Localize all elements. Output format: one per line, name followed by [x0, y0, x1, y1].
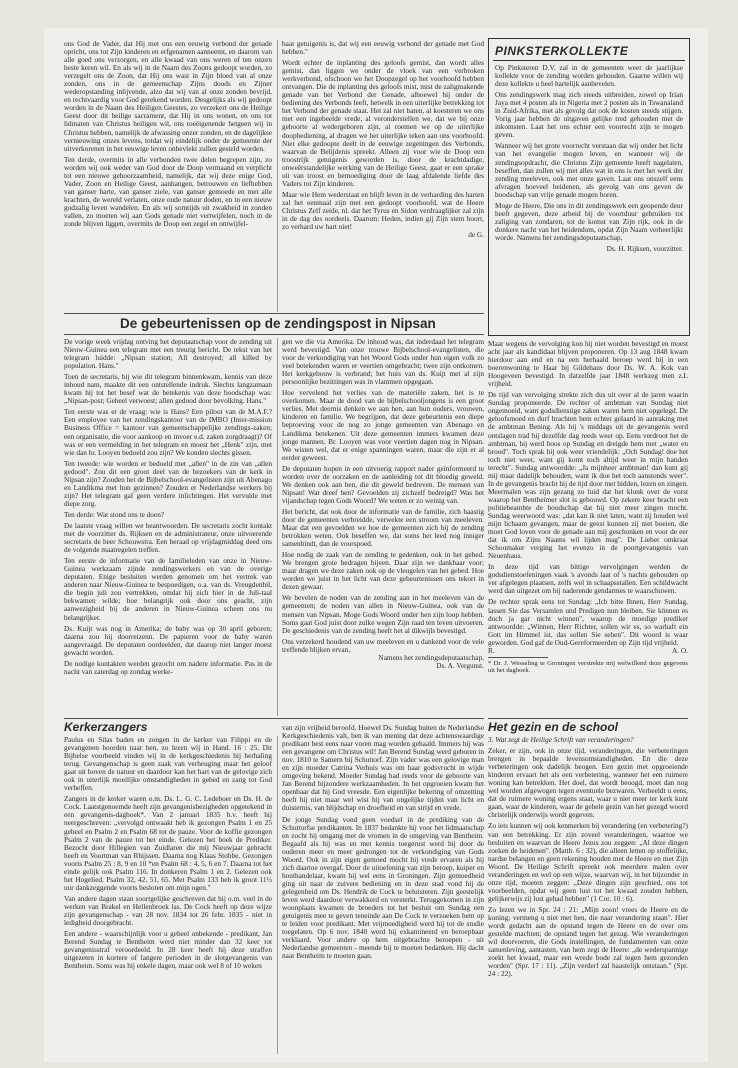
paragraph: Zangers in de kerker waren o.m. Ds. L. G. C. Ledeboer en Ds. H. de Cock. Laatstgenoemde heeft zijn gevangenisbezigheden opgetekend in een gevangenis-dagboek*. Van 2 januari 1835 b.v. heeft hij neergeschreven: „vervolgd ontwaakt heb ik gezongen Psalm 1 en 25 geheel en Psalm 2 en Psalm 68 tot de pauze. Voor de koffie gezongen Psalm 2 van de pauze tot het einde. Gelezen het boek de Prediker. Bezocht door Hillegien van Zuidlaren die mij Nieuwjaar gebracht heeft en Voortman van Rhijssen. Daarna nog Klaas Stobbe. Gezongen voorts Psalm 25 : 8, 9 en 10 *en Psalm 68 : 4, 5, 6 en 7. Daarna tot het einde gelijk ook Psalm 116. In donkeren Psalm 1 en 2. Gelezen ook het Hogelied. Psalm 32, 42, 51, 65. Met Psalm 133 heb ik groot 11½ uur dankzeggende voorts besloten om mijn ogen."	[64, 794, 272, 892]
paragraph: Van andere dagen staan soortgelijke geschreven dat hij o.m. veel in de werken van Brakel en Hellenbroek las. De Cock heeft op deze wijze zijn gevangenschap - van 28 nov. 1834 tot 26 febr. 1835 - niet in ledigheid doorgebracht.	[64, 893, 272, 928]
sundag-article-continued	[488, 340, 688, 678]
kerkerzangers-headline: Kerkerzangers	[64, 720, 148, 734]
gezin-headline: Het gezin en de school	[488, 720, 619, 734]
signature: Ds. A. Vergunst.	[436, 660, 484, 670]
doop-article-end	[282, 40, 484, 239]
paragraph: Ten eerste was er de vraag: wie is Hans? Een piloot van de M.A.F.? Een employee van het zendingskantoor van de IMBO (Inter-mission Business Office = kantoor van gemeenschappelijke zendings-zaken; een organisatie, die voor aankoop en invoer e.d. zaken zorgdraagt)? Of was er een vermelding in het telegram en moest het „Henk" zijn, met wie dan br. Looyen bedoeld zou zijn? We konden slechts gissen.	[64, 407, 272, 457]
doop-article-continued	[64, 40, 272, 231]
pinksterkollekte-box	[488, 38, 690, 336]
paragraph: Op Pinksteren D.V. zal in de gemeenten weer de jaarlijkse kollekte voor de zending worden gehouden. Gaarne willen wij deze kollekte u heel hartelijk aanbevelen.	[495, 63, 683, 89]
divider	[64, 718, 484, 719]
paragraph: De rechter sprak eens tot Sundag: „Ich bitte Ihnen, Herr Sundag, lassen Sie das Versamlen und Predigen nun bleiben, Sie können es doch ja gar nicht winnen", waarop de moedige prediker antwoordde: „Winnen, Herr Richter, sollen wir es, so warhaft ein Gott im Himmel ist, das sollen Sie sehen". Dit woord is waar geworden. God gaf de Oud-Gereformeerden op Zijn tijd vrijheid.	[488, 597, 688, 647]
footnote: * Dr. J. Wesseling te Groningen verstrekte mij welwillend deze gegevens uit het dagboek.	[488, 659, 688, 675]
paragraph: Hoe vervelend het verlies van de materiële zaken, het is te overkomen. Maar de dood van de bijbelschooljongens is een groot verlies. Met deernis denken we aan hen, aan hun ouders, vrouwen, kinderen en familie. We begrijpen, dat deze gebeurtenis een diepe beproeving voor de nog zo jonge gemeenten van Abenago en Landikma betekenen. Uit deze gemeenten immers kwamen deze jonge mannen. Br. Looyen was voor veertien dagen nog in Nipsan. We wisten wel, dat er enige spanningen waren, maar die zijn er al eerder geweest.	[282, 388, 484, 462]
box-title: PINKSTERKOLLEKTE	[495, 44, 629, 58]
column-divider	[277, 40, 278, 312]
paragraph: Moge de Heere, Die ons in dit zendingswerk een geopende deur heeft gegeven, deze arbeid bij de voortduur gebruiken tot zaliging van zondaren, tot de komst van Zijn rijk, ook in de donkere nacht van het heidendom, opdat Zijn Naam verheerlijkt worde. Namens het zendingsdeputaatschap,	[495, 200, 683, 242]
paragraph: Maar wegens de vervolging kon hij niet worden bevestigd en moest acht jaar als kandidaat blijven proponeren. Op 13 aug 1848 kwam hierdoor aan end en na een herhaald beroep werd hij in een boerenwoning te Haar bij Gildehaus door Ds. W. A. Kok van Hoogeveen bevestigd. In datzelfde jaar 1848 werkzeg men z.L vrijheid.	[488, 339, 688, 389]
divider	[64, 334, 484, 335]
paragraph: Wanneer wij het grote voorrecht verstaan dat wij onder het licht van het evangelie mogen leven, en wanneer wij de zendingsopdracht, die Christus Zijn gemeente heeft nagelaten, beseffen, dan zullen wij met alles wat in ons is met het werk der zending meeleven, ook met onze gaven. Laat ons onszelf eens afvragen hoeveel heidenen, als gevolg van ons geven de boodschap van vrije genade mogen horen.	[495, 141, 683, 199]
paragraph: De laatste vraag willen we beantwoorden. De secretaris zocht kontakt met de voorzitter ds. Rijksen en de administrateur, onze uitvoerende secretaris de heer Schouwstra. Een beraad op vrijdagmiddag deed ons de volgende maatregelen treffen.	[64, 520, 272, 555]
signature: Ds. H. Rijksen, voorzitter.	[606, 243, 683, 253]
paragraph: Toen de secretaris, bij wie dit telegram binnenkwam, kennis van deze inhoud nam, maakte dit een ontstellende indruk. Slechts langzamaan kwam hij tot het besef wat de betekenis van deze boodschap was: „Nipsan-post; Geheel verwoest; allen gedood door bevolking. Hans."	[64, 372, 272, 406]
paragraph: Ons zendingswerk mag zich steeds uitbreiden, zowel op Irian Jaya met 4 posten als in Nigeria met 2 posten als in Tswanaland in Zuid-Afrika, met als gevolg dat ook de kosten steeds stijgen. Vorig jaar hebben de uitgaven gelijke tred gehouden met de inkomsten. Laat het ons echter een voorrecht zijn te mogen geven.	[495, 90, 683, 140]
paragraph: Paulus en Silas baden en zongen in de kerker van Filippi en de gevangenen hoorden naar hen, zo lezen wij in Hand. 16 : 25. Dit Bijbelse voorbeeld vinden wij in de kerkgeschiedenis bij herhaling terug. Gevangenschap is geen zaak van verheuging maar het geloof gaat uit boven de natuur en daardoor kan het hart van de gelovige zich ook in uiterlijk moeilijke omstandigheden in gebed en zang tot God verheffen.	[64, 735, 272, 793]
divider	[488, 718, 688, 719]
nipsan-article-col2	[282, 338, 484, 670]
signature: Namens het zendingsdeputaatschap,	[378, 652, 484, 662]
paragraph: Het bericht, dat ook door de informatie van de familie, zich haastig door de gemeenten verbreidde, verwekte een stroom van meeleven. Maar dat een gevoelden we hoe de gemeenten zich bij de zending betrokken weten. Ook beseffen we, dat soms het leed nog inniger samenbindt, dan de voorspoed.	[282, 506, 484, 549]
signature: de G.	[468, 230, 484, 240]
paragraph: gen we die via Amerika. De inhoud was, dat inderdaad het telegram werd bevestigd. Van onze trouwe Bijbelschool-evangelisten, die voor de verkondiging van het Woord Gods onder hun eigen volk zo veel betekenden waren er veertien omgebracht; twee zijn ontkomen. Het kerkgebouw is verbrand; het huis van ds. Kuijt met al zijn persoonlijke bezittingen was in vlammen opgegaan.	[282, 337, 484, 387]
paragraph: Ten tweede: wie worden er bedoeld met „allen" in de zin van „allen gedood". Zou dit een groot deel van de bezoekers van de kerk in Nipsan zijn? Zouden het de Bijbelschool-evangelisten zijn uit Abenago en Landikma met hun gezinnen? Zouden er Nederlandse werkers bij zijn? Het telegram gaf geen verdere inlichtingen. Het vervulde met diepe zorg.	[64, 458, 272, 508]
paragraph: Zeker, er zijn, ook in onze tijd, veranderingen, die verbeteringen brengen in bepaalde levensomstandigheden. En die deze verbeteringen ook dadelijk beogen. Een gezin met opgroeiende kinderen ervaart het als een verbetering, wanneer het een ruimere woning kan betrekken. Het doel, dat wordt beoogd, moet dan nog wel worden afgewogen tegen eventuele bezwaren. Verbeeldt u eens, dat de ruimere woning ergens staat, waar u niet meer ter kerk kunt gaan, waar de kinderen, waar de gehele gezin van het gezegd woord christelijk onderwijs wordt gegeven.	[488, 746, 688, 820]
nipsan-article-col1	[64, 338, 272, 679]
paragraph: De nodige kontakten werden gezocht om nadere informatie. Pas in de nacht van zaterdag op zondag werke-	[64, 658, 272, 676]
paragraph: baar getuigenis is, dat wij een eeuwig verbond der genade met God hebben."	[282, 39, 484, 57]
paragraph: In deze tijd van bittige vervolgingen werden de godsdienstoefeningen vaak 's avonds laat of 's nachts gehouden op ver afgelegen plaatsen, zelfs wel in schaapsstallen. Een schildwacht werd dan uitgezet om bij naderende gendarmes te waarschuwen.	[488, 562, 688, 596]
divider	[64, 313, 484, 314]
paragraph: Hoe nodig de zaak van de zending te gedenken, ook in het gebed. We brengen grote bedragen bijeen. Daar zijn we dankbaar voor; maar dragen we deze zaken ook op de vleugelen van het gebed. Hoe worden we juist in het licht van deze gebeurtenissen ons tekort in dezen gewaar.	[282, 550, 484, 592]
column-divider	[277, 338, 278, 716]
nipsan-headline: De gebeurtenissen op de zendingspost in Nipsan	[120, 316, 436, 331]
signature: A. O.	[671, 645, 688, 655]
paragraph: We bevelen de noden van de zending aan in het meeleven van de gemeenten; de noden van allen in Nieuw-Guinea, ook van de mensen van Nipsan. Moge Gods Woord onder hen zijn loop hebben. Soms gaat God juist door zulke wegen Zijn raad ten leven uitvoeren. De geschiedenis van de zending heeft het al dikwijls bevestigd.	[282, 593, 484, 635]
subheading: 3. Wat zegt de Heilige Schrift van veranderingen?	[488, 735, 634, 744]
paragraph: Een andere - waarschijnlijk voor u geheel onbekende - predikant, Jan Berend Sundag te Bentheim werd niet minder dan 32 keer tot gevangenisstraf veroordeeld. In 28 keer heeft hij deze straffen uitgezeten in kortere of langere perioden in de slotgevangenis van Bentheim. Soms was hij enkele dagen, maar ook wel 8 of 10 weken	[64, 929, 272, 971]
paragraph: De deputaten hopen in een uitvoerig rapport nader geïnformeerd te worden over de oorzaken en de aanleiding tot dit bloedig geweld. We denken ook aan hen, die dit geweld bedreven. De mensen van Nipsan! Wat dreef hen? Gevoelden zij zichzelf bedreigd? Was het vijandschap tegen Gods Woord? We weten er zo weinig van.	[282, 463, 484, 505]
paragraph: Zo iets kunnen wij ook kenmerken bij verandering (en verbetering?) van een betrekking. Er zijn zoveel veranderingen, waartoe we besluiten en waarvan de Heere Jezus zou zeggen: „Al deze dingen zoeken de heidenen". (Matth. 6 : 32), die alleen letten op stoffelijke, nardse belangen en geen rekening houden met de Heere en met Zijn Woord. De Heilige Schrift spreekt ook meerdere malen over veranderingen en wel op een wijze, waarvan wij, in het bijzonder in onze tijd, moeten zeggen: „Deze dingen zijn geschied, ons tot voorbeelden, opdat wij geen lust tot het kwaad zouden hebben, gelijkerwijs zij lust gehad hebben" (1 Cor. 10 : 6).	[488, 821, 688, 903]
paragraph: Ten derde: Wat stond ons te doen?	[64, 509, 165, 519]
paragraph: Ten derde, overmits in alle verbonden twee delen begrepen zijn, zo worden wij ook weder van God door de Doop vermaand en verplicht tot een nieuwe gehoorzaamheid, namelijk, dat wij deze enige God, Vader, Zoon en Heilige Geest, aanhangen, betrouwen en liefhebben van ganser harte, van ganser ziele, van ganser gemoede en met alle krachten, de wereld verlaten, onze oude natuur doden, en in een nieuw godzalig leven wandelen. En als wij somtijds uit zwakheid in zonden vallen, zo moeten wij aan Gods genade niet vertwijfelen, noch in de zonde blijven liggen, overmits de Doop een zegel en ontwijfel-	[64, 154, 272, 229]
paragraph: Ons verzekerd houdend van uw meeleven en u dankend voor de vele treffende blijken ervan,	[282, 636, 484, 654]
gezin-article	[488, 736, 688, 981]
paragraph: De jonge Sundag vond geen voedsel in de prediking van de Schuttorfse predikanten. In 1837 bedankte hij voor het lidmaatschap en zocht hij omgang met de vromen in de omgeving van Bentheim. Begaafd als hij was en met kennis toegerust werd hij door de ouderen meer en meer gedrongen tot de verkondiging van Gods Woord. Ook in zijn eigen gemoed mocht hij vrede ervaren als hij zich daartoe overgaf. Door de uitoefening van zijn beroep, kuiper en houthandelaar, kwam hij wel eens in Groningen. Zijn gemoedheid ging uit naar de zuivere bediening en in deze stad vond hij de gelegenheid om Ds. Hendrik de Cock te beluisteren. Zijn geestelijk leven werd daardoor verwakkerd en versterkt. Teruggekomen in zijn woonplaats kwamen de broeders tot het besluit om Sundag een getuigenis mee te geven teneinde aan De Cock te verzoeken hem op te leiden voor predikant. Met vrijmoedigheid werd hij tot de studie toegelaten. Op 6 nov. 1840 werd hij exkamineerd en beroepbaar verklaard. Voor andere op hem uitgebrachte beroepen - uit Nederlandse gemeenten - meende hij te moeten bedanken. Hij dacht naar Bentheim te moeten gaan.	[282, 814, 484, 961]
newspaper-page	[44, 28, 708, 1062]
kerkerzangers-col2	[282, 724, 484, 963]
kerkerzangers-col1	[64, 736, 272, 973]
signature: R.	[488, 645, 495, 655]
paragraph: ons God de Vader, dat Hij met ons een eeuwig verbond der genade opricht, ons tot Zijn kinderen en erfgenamen aanneemt, en daarom van alle goed ons verzorgen, en alle kwaad van ons weren of ten onzen beste keren wil. En als wij in de Naam des Zoons gedoopt worden, zo verzegelt ons de Zoon, dat Hij ons wast in Zijn bloed van al onze zonden, ons in de gemeenschap Zijns doods en Zijner wederopstanding inlijvende, alzo dat wij van al onze zonden bevrijd, en rechtvaardig voor God gerekend worden. Desgelijks als wij gedoopt worden in de Naam des Heiligen Geestes, zo verzekert ons de Heilige Geest door dit heilige sacrament, dat Hij in ons wonen, en ons tot lidmaten van Christus heiligen wil, ons toeëigenende hetgeen wij in Christus hebben, namelijk de afwassing onzer zonden, en de dagelijkse vernieuwing onzes levens, totdat wij eindelijk onder de gemeente der uitverkorenen in het eeuwige leven onbevlekt zullen gesteld worden.	[64, 39, 272, 153]
paragraph: Ten eerste de informatie van de familieleden van onze in Nieuw-Guinea werkzaam zijnde zendingswerkers en van de overige deputaten. Enige besluiten werden genomen om het vertrek van anderen naar Nieuw-Guinea te bespoedigen, o.a. van ds. Vreugdenhil, die begin juli zou vertrekken, omdat hij zich hier in de Juli-taal bekwamen wilde; hoe belangrijk ook door ons geacht, zijn aanwezigheid bij de anderen in Nieuw-Guinea scheen ons nu belangrijker.	[64, 556, 272, 622]
paragraph: De vorige week vrijdag ontving het deputaatschap voor de zending uit Nieuw-Guinea een telegram met een treurig bericht. De tekst van het telegram luidde: „Nipsan station; All destroyed; all killed by population. Hans."	[64, 337, 272, 371]
paragraph: Maar wie Hem wederstaat en blijft leven in de verharding des harten zal het eenmaal zijn met een gedoopt voorhoofd, wat de Heere Christus Zelf zeide, nl. dat het Tyrus en Sidon verdraaglijker zal zijn in de dag des oordeels. Daarom: Heden, indien gij Zijn stem hoort, zo verhard uw hart niet!	[282, 189, 484, 232]
paragraph: Zo lezen we in Spr. 24 : 21: „Mijn zoon! vrees de Heere en de koning; vermeng u niet met hen, die naar verandering staan". Hier wordt gedacht aan de opstand tegen de Heere en de over ons gestelde machten; de opstand tegen het gezag. Wie veranderingen wil doorvoeren, die Gods instellingen, de fundamenten van onze samenleving, aantasten, van hem zegt de Heere: „de wederspannige zoekt het kwaad, maar een wrede bode zal tegen hem gezonden worden" (Spr. 17 : 11). „Zijn verderf zal haastelijk ontstaan." (Spr. 24 : 22).	[488, 904, 688, 979]
paragraph: van zijn vrijheid beroofd. Hoewel Ds. Sundag buiten de Nederlandse Kerkgeschiedenis valt, ben ik van mening dat deze achtenswaardige predikant best eens naar voren mag worden gehaald. Immers hij was een gevangene om Christus wil! Jan Berend Sundag werd geboren in nov. 1810 te Samern bij Schuttorf. Zijn vader was een gelovige man en zijn moeder Catrina Verhuis was om haar godsvrucht in wijde omgeving bekend. Moeder Sundag had reeds voor de geboorte van Jan Berend bijzondere werkzaamheden. In het opgroeien kwam het openbaar dat hij God vreesde. Een eigenlijke bekering of omzetting heeft hij niet maar wel wist hij van ongelijke tijden van licht en duisternis, van blijdschap en droefheid en van strijd en vrede.	[282, 723, 484, 813]
paragraph: Ds. Kuijt was nog in Amerika; de baby was op 30 april geboren; daarna zou hij doorreizenn. De papieren voor de baby waren aangevraagd. De deputaten oordeelden, dat daarop niet langer moest gewacht worden.	[64, 623, 272, 657]
paragraph: Wordt echter de inplanting des geloofs gemist, dan wordt alles gemist, dan liggen we onder de vloek van een verbroken werkverbond, ofschoon we het Doopzegel op het voorhoofd hebben ontvangen. Die de inplanting des geloofs mist, mist de zaligmakende genade van het Verbond der Genade, alhoewel hij onder de bediening des Verbonds leeft, hetwelk in een uiterlijke betrekking tot het Verbond der genade staat. Het zal niet baten, al koesteren we ons met een ingebeelde vrede, al veronderstellen we, dat we bij onze geboorte al wedergeboren zijn, al roemen we op de uiterlijke doopbediening, al dragen we het uiterlijke teken aan ons voorhoofd. Niet elke gedoopte deelt in de eeuwige zegeningen des Verbonds, waarvan de Belijdenis spreekt. Alleen zij voor wie de Doop een troostrijk getuigenis geworden is, door de krachtdadige, onweêrstandelijke werking van de Heilige Geest, gaat er een sprake uit van troost en bemoediging door de laag afdalende liefde des Vaders tot Zijn kinderen.	[282, 58, 484, 188]
paragraph: De tijd van vervolging strekte zich dus uit over al de jaren waarin Sundag proponeerde. De rechter of ambtman van Sundag niet ongemoeid, want godsdienstige zaken waren hem niet opgelegd. De geloofsmoed en durf brachten hem echter gelaard in aanraking met de ambtman Bening. Als hij 's middags uit de gevangenis werd ontslagen trad hij dezelfde dag reeds weer op. Eens verdroot het de ambtman, hij werd hoos op Sundag en dreigde hem met „water en brood". Toch sprak hij ook weer vriendelijk: „Och Sundag! doe het toch niet weer, want gij komt toch altijd weer in mijn handen terecht". Sundag antwoordde: „Ja mijnheer ambtman! dan kunt gij mij maar dadelijk behouden, want ik doe het toch aanstonds weer". In de gevangenis bracht hij de tijd door met bidden, lezen en zingen. Meermalen was zijn gezang zo luid dat het klonk over de vorst waarop het Bentheimer slot is gebouwd. Op zekere keer bracht een politiebeambte de boodschap dat hij niet meer zingen mocht. Sundag weerwoord was: „dat kan ik niet laten, want zij houden wel mijn lichaam gevangen, maar de geest kunnen zij niet boeien, die moet God loven voor de genade aan mij geschonken en voor de eer dat ik om Zijns Naams wil lijden mag". De Lieber omkraat Schoomaker verging het evenzo in de poortgevangenis van Neuenhaus.	[488, 390, 688, 561]
column-divider	[277, 736, 278, 1054]
